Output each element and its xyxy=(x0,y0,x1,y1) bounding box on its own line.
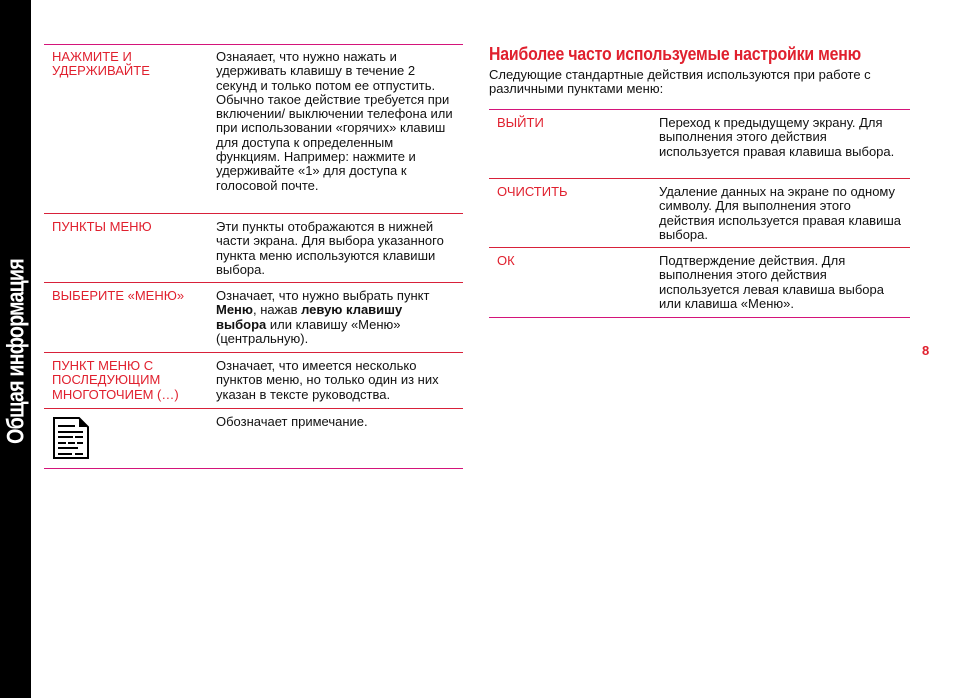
menu-settings-section xyxy=(489,40,910,320)
page-number: 8 xyxy=(922,343,930,358)
term-label: НАЖМИТЕ И УДЕРЖИВАЙТЕ xyxy=(52,49,150,79)
table-top-rule xyxy=(489,109,910,110)
row-divider xyxy=(489,178,910,179)
term-description: Эти пункты отображаются в нижней части экрана. Для выбора указанного пункта меню используются клавиши выбора. xyxy=(216,219,444,277)
desc-text: , нажав xyxy=(253,302,302,318)
table-top-rule xyxy=(44,44,463,45)
table-bottom-rule xyxy=(44,468,463,469)
term-label: ПУНКТЫ МЕНЮ xyxy=(52,219,152,234)
term-description: Означает, что имеется несколько пунктов меню, но только один из них указан в тексте руководства. xyxy=(216,358,439,402)
action-label: ОЧИСТИТЬ xyxy=(497,184,568,199)
row-divider xyxy=(44,282,463,283)
row-divider xyxy=(489,247,910,248)
section-heading: Наиболее часто используемые настройки меню xyxy=(489,44,862,64)
term-label: ВЫБЕРИТЕ «МЕНЮ» xyxy=(52,288,185,303)
action-description: Подтверждение действия. Для выполнения этого действия используется левая клавиша выбора или клавиша «Меню». xyxy=(659,253,884,311)
row-divider xyxy=(44,352,463,353)
term-description xyxy=(216,289,456,346)
action-label: ВЫЙТИ xyxy=(497,115,544,130)
table-bottom-rule xyxy=(489,317,910,318)
conventions-table xyxy=(44,44,463,469)
section-title-vertical: Общая информация xyxy=(2,259,30,444)
term-description: Обозначает примечание. xyxy=(216,414,368,429)
table-row xyxy=(44,408,463,468)
note-document-icon xyxy=(53,417,89,459)
action-description: Удаление данных на экране по одному символу. Для выполнения этого действия используется правая клавиша выбора. xyxy=(659,184,901,242)
desc-bold: Меню xyxy=(216,302,254,318)
desc-bold: левую клавишу выбора xyxy=(216,302,403,332)
action-description: Переход к предыдущему экрану. Для выполнения этого действия используется правая клавиша выбора. xyxy=(659,115,895,159)
row-divider xyxy=(44,213,463,214)
term-label: ПУНКТ МЕНЮ С ПОСЛЕДУЮЩИМ МНОГОТОЧИЕМ (…) xyxy=(52,358,179,402)
desc-text: Означает, что нужно выбрать пункт xyxy=(216,288,430,303)
desc-text: или клавишу «Меню» (центральную). xyxy=(216,316,401,346)
sidebar-tab xyxy=(0,0,31,698)
term-description: Ознаяает, что нужно нажать и удерживать клавишу в течение 2 секунд и только потом ее отпустить. Обычно такое действие требуется при включении/ выключении телефона или при использовании «горячих» клавиш для доступа к определенным функциям. Например: нажмите и удерживайте «1» для доступа к голосовой почте. xyxy=(216,49,453,193)
section-intro: Следующие стандартные действия используются при работе с различными пунктами меню: xyxy=(489,67,871,97)
action-label: ОК xyxy=(497,253,515,268)
